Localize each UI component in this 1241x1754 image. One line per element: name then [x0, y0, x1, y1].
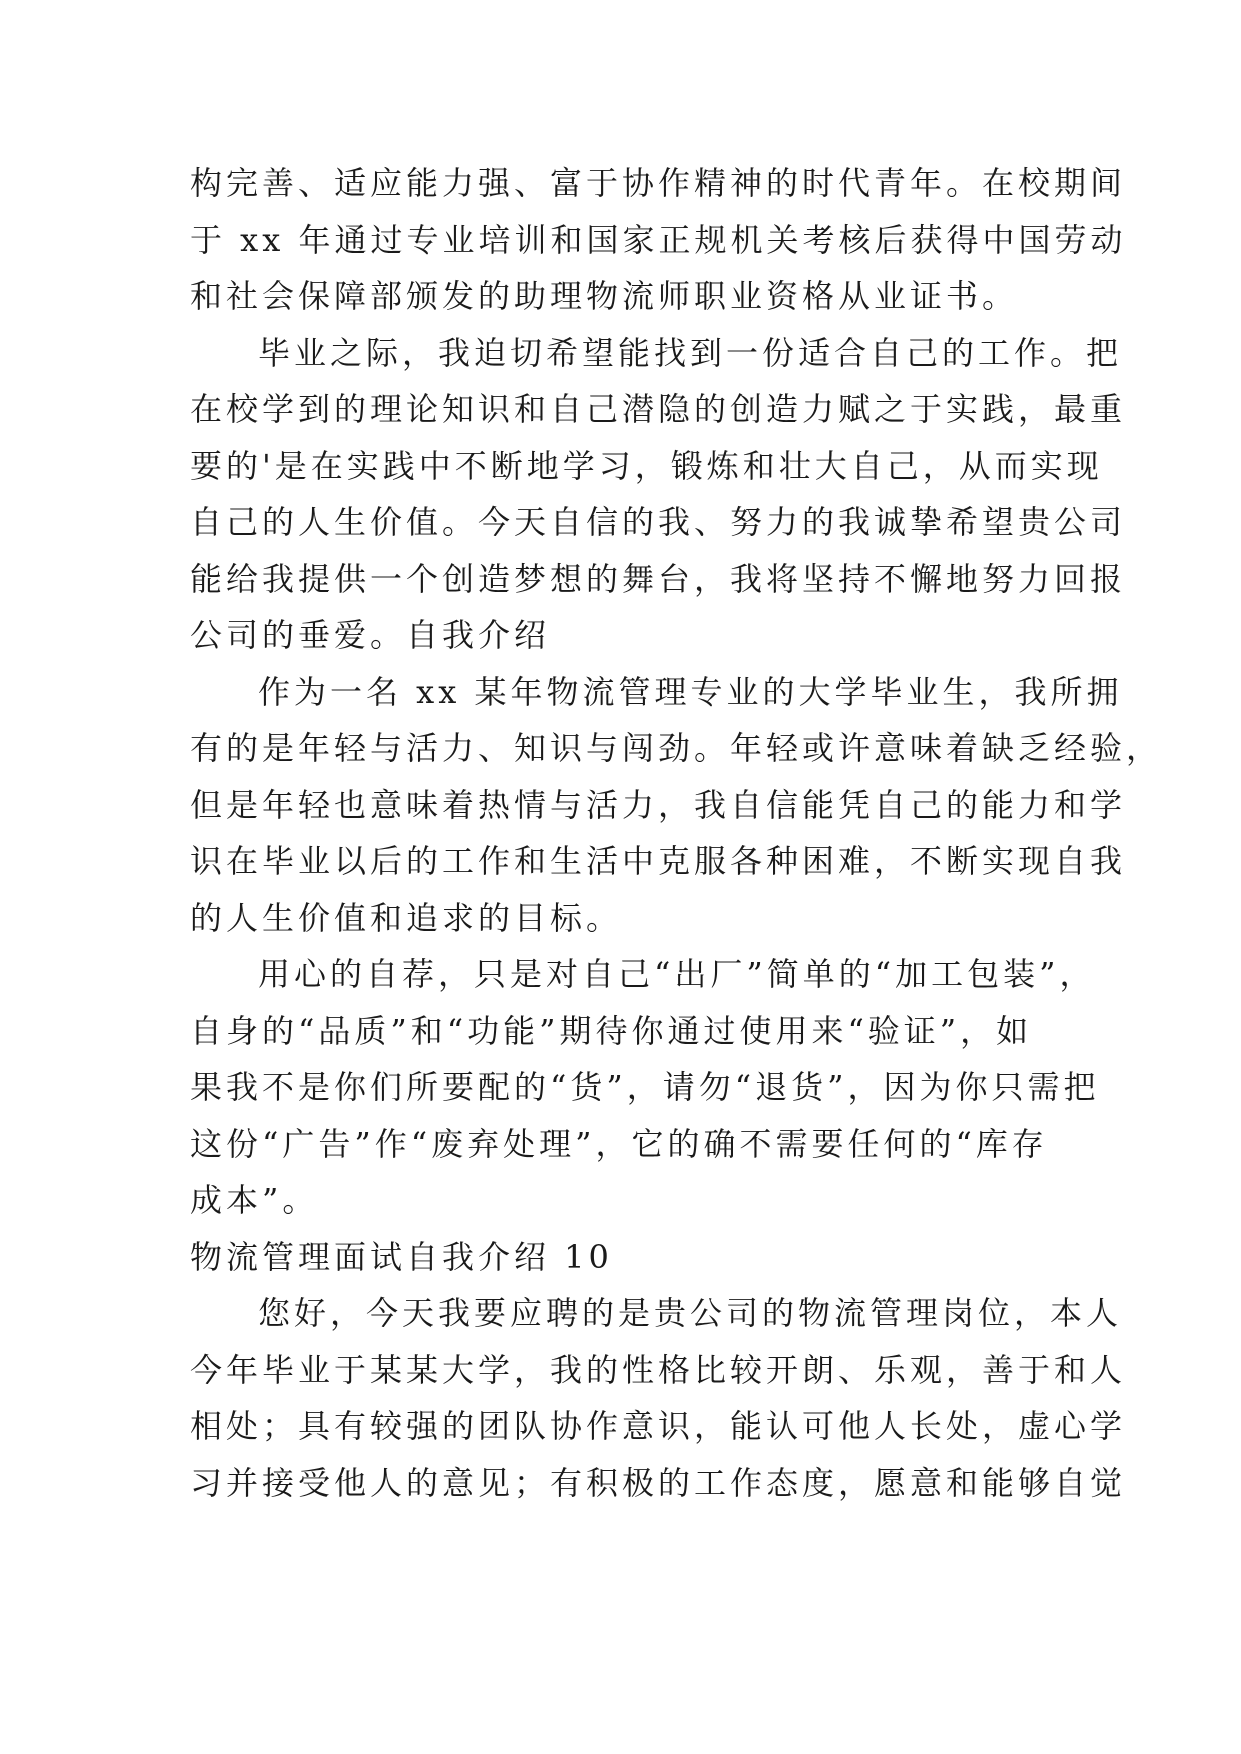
text-line: 要的'是在实践中不断地学习，锻炼和壮大自己，从而实现: [190, 446, 1103, 485]
text-line: 但是年轻也意味着热情与活力，我自信能凭自己的能力和学: [190, 785, 1127, 824]
section-heading: 物流管理面试自我介绍 10: [190, 1237, 613, 1276]
text-line: 相处；具有较强的团队协作意识，能认可他人长处，虚心学: [190, 1407, 1127, 1445]
text-line: 构完善、适应能力强、富于协作精神的时代青年。在校期间: [190, 164, 1127, 202]
text-line: 识在毕业以后的工作和生活中克服各种困难，不断实现自我: [190, 842, 1127, 880]
text-line: 习并接受他人的意见；有积极的工作态度，愿意和能够自觉: [190, 1463, 1127, 1502]
text-line: 自己的人生价值。今天自信的我、努力的我诚挚希望贵公司: [190, 503, 1127, 541]
text-line: 能给我提供一个创造梦想的舞台，我将坚持不懈地努力回报: [190, 559, 1127, 598]
text-line: 公司的垂爱。自我介绍: [190, 616, 551, 654]
paragraph-first-line: 作为一名 xx 某年物流管理专业的大学毕业生，我所拥: [258, 672, 1123, 711]
text-line: 自身的“品质”和“功能”期待你通过使用来“验证”，如: [190, 1011, 1033, 1050]
document-body: [190, 155, 1163, 1511]
text-line: 有的是年轻与活力、知识与闯劲。年轻或许意味着缺乏经验，: [190, 729, 1163, 767]
text-line: 今年毕业于某某大学，我的性格比较开朗、乐观，善于和人: [190, 1350, 1127, 1389]
text-line: 于 xx 年通过专业培训和国家正规机关考核后获得中国劳动: [190, 220, 1127, 259]
text-line: 果我不是你们所要配的“货”，请勿“退货”，因为你只需把: [190, 1068, 1100, 1106]
paragraph-first-line: 毕业之际，我迫切希望能找到一份适合自己的工作。把: [258, 333, 1123, 372]
text-line: 和社会保障部颁发的助理物流师职业资格从业证书。: [190, 277, 1019, 315]
paragraph-first-line: 用心的自荐，只是对自己“出厂”简单的“加工包装”，: [258, 955, 1096, 993]
paragraph-first-line: 您好，今天我要应聘的是贵公司的物流管理岗位，本人: [258, 1294, 1123, 1332]
text-line: 在校学到的理论知识和自己潜隐的创造力赋之于实践，最重: [190, 390, 1127, 428]
text-line: 成本”。: [190, 1181, 319, 1219]
text-line: 这份“广告”作“废弃处理”，它的确不需要任何的“库存: [190, 1124, 1048, 1163]
text-line: 的人生价值和追求的目标。: [190, 898, 623, 937]
